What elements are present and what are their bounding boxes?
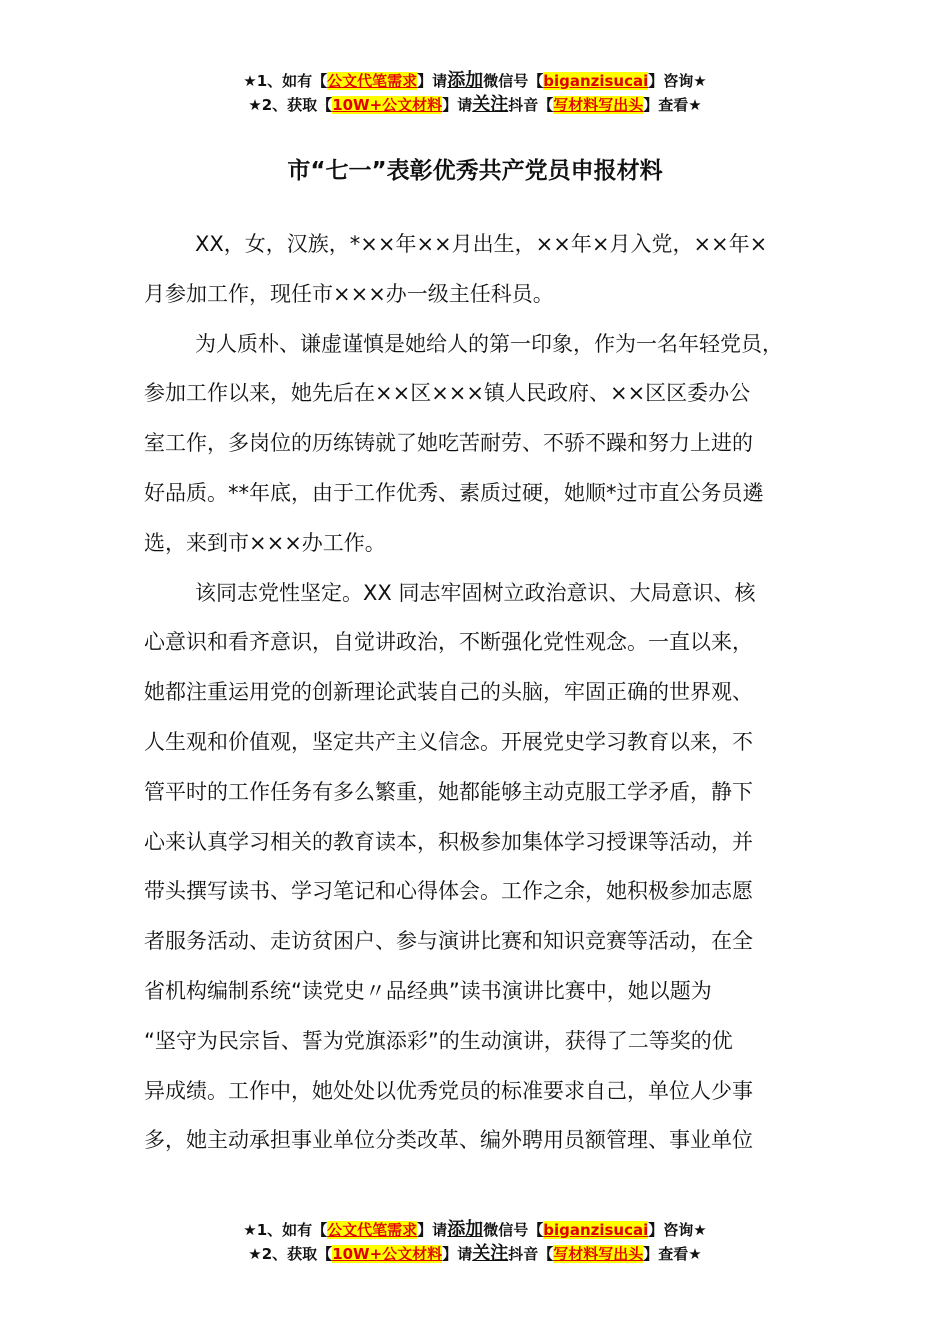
douyin-id: 写材料写出头 (553, 1245, 644, 1263)
text-line: 心意识和看齐意识，自觉讲政治，不断强化党性观念。一直以来， (144, 630, 753, 655)
highlight-text: 公文代笔需求 (327, 1221, 418, 1239)
document-title: 市“七一”表彰优秀共产党员申报材料 (287, 158, 663, 184)
text-line: 参加工作以来，她先后在××区×××镇人民政府、××区区委办公 (144, 381, 751, 406)
text-line: 为人质朴、谦虚谨慎是她给人的第一印象，作为一名年轻党员， (195, 331, 783, 356)
text-line: 者服务活动、走访贫困户、参与演讲比赛和知识竞赛等活动，在全 (144, 929, 753, 954)
banner-text: 】咨询★ (648, 72, 707, 90)
banner-text: 抖音【 (508, 1245, 554, 1263)
banner-line-1 (0, 69, 950, 93)
text-line: 该同志党性坚定。XX 同志牢固树立政治意识、大局意识、核 (195, 580, 756, 605)
emphasis-text: 关注 (472, 1243, 509, 1264)
text-line: 室工作，多岗位的历练铸就了她吃苦耐劳、不骄不躁和努力上进的 (144, 431, 753, 456)
emphasis-text: 添加 (447, 70, 484, 91)
banner-text: 】查看★ (643, 1245, 702, 1263)
douyin-id: 写材料写出头 (553, 96, 644, 114)
banner-text: ★1、如有【 (243, 72, 328, 90)
wechat-id: biganzisucai (543, 72, 649, 90)
highlight-text: 10W+公文材料 (332, 96, 443, 114)
highlight-text: 10W+公文材料 (332, 1245, 443, 1263)
text-line: “坚守为民宗旨、誓为党旗添彩”的生动演讲，获得了二等奖的优 (144, 1028, 733, 1053)
text-line: 好品质。**年底，由于工作优秀、素质过硬，她顺*过市直公务员遴 (144, 480, 764, 505)
text-line: 她都注重运用党的创新理论武装自己的头脑，牢固正确的世界观、 (144, 680, 753, 705)
text-line: 带头撰写读书、学习笔记和心得体会。工作之余，她积极参加志愿 (144, 879, 753, 904)
paragraph (144, 220, 824, 320)
banner-text: 】查看★ (643, 96, 702, 114)
banner-text: 】请 (417, 1221, 448, 1239)
banner-text: 微信号【 (483, 72, 544, 90)
banner-text: ★2、获取【 (248, 1245, 333, 1263)
text-line: 选，来到市×××办工作。 (144, 530, 386, 555)
text-line: 异成绩。工作中，她处处以优秀党员的标准要求自己，单位人少事 (144, 1078, 753, 1103)
paragraph (144, 569, 824, 1167)
emphasis-text: 关注 (472, 94, 509, 115)
banner-text: ★1、如有【 (243, 1221, 328, 1239)
text-line: XX，女，汉族，*××年××月出生，××年×月入党，××年× (195, 232, 768, 256)
emphasis-text: 添加 (447, 1219, 484, 1240)
header-banner (0, 69, 950, 117)
banner-text: ★2、获取【 (248, 96, 333, 114)
banner-text: 】请 (442, 96, 473, 114)
banner-text: 】请 (417, 72, 448, 90)
highlight-text: 公文代笔需求 (327, 72, 418, 90)
banner-text: 抖音【 (508, 96, 554, 114)
text-line: 多，她主动承担事业单位分类改革、编外聘用员额管理、事业单位 (144, 1128, 753, 1153)
footer-banner (0, 1218, 950, 1266)
paragraph (144, 320, 824, 569)
banner-text: 】咨询★ (648, 1221, 707, 1239)
text-line: 月参加工作，现任市×××办一级主任科员。 (144, 281, 554, 306)
banner-text: 】请 (442, 1245, 473, 1263)
document-body (144, 220, 824, 1166)
text-line: 心来认真学习相关的教育读本，积极参加集体学习授课等活动，并 (144, 829, 753, 854)
banner-line-2 (0, 93, 950, 117)
banner-line-1 (0, 1218, 950, 1242)
text-line: 管平时的工作任务有多么繁重，她都能够主动克服工学矛盾，静下 (144, 779, 753, 804)
text-line: 人生观和价值观，坚定共产主义信念。开展党史学习教育以来，不 (144, 729, 753, 754)
banner-text: 微信号【 (483, 1221, 544, 1239)
banner-line-2 (0, 1242, 950, 1266)
text-line: 省机构编制系统“读党史〃品经典”读书演讲比赛中，她以题为 (144, 978, 712, 1003)
wechat-id: biganzisucai (543, 1221, 649, 1239)
